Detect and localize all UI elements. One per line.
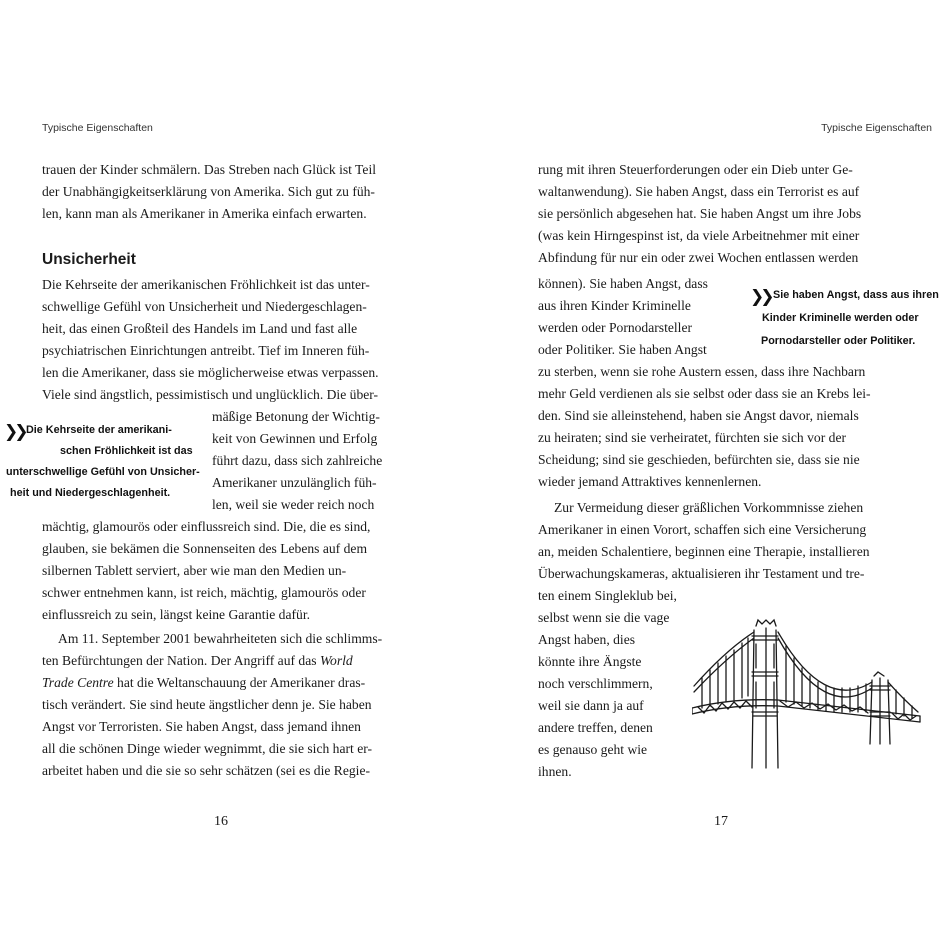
text-line: tisch verändert. Sie sind heute ängstlicher denn je. Sie haben — [42, 697, 372, 712]
pull-quote-line: Sie haben Angst, dass aus ihren — [773, 289, 939, 301]
text-line: Am 11. September 2001 bewahrheiteten sich die schlimms- — [58, 631, 383, 646]
text-line: Abfindung für nur ein oder zwei Wochen entlassen werden — [538, 250, 859, 265]
text-line: Überwachungskameras, aktualisieren ihr Testament und tre- — [538, 566, 865, 581]
text-line: noch verschlimmern, — [538, 676, 653, 691]
text-line: Zur Vermeidung dieser gräßlichen Vorkommnisse ziehen — [554, 500, 864, 515]
double-chevron-icon: ❯❯ — [4, 422, 25, 442]
text-line: selbst wenn sie die vage — [538, 610, 670, 625]
pull-quote-line: Kinder Kriminelle werden oder — [762, 312, 919, 324]
text-line: ten Befürchtungen der Nation. Der Angriff auf das World — [42, 653, 353, 668]
double-chevron-icon: ❯❯ — [750, 287, 771, 307]
text-line: werden oder Pornodarsteller — [538, 320, 693, 335]
pull-quote-line: heit und Niedergeschlagenheit. — [10, 487, 171, 499]
text-line: Trade Centre hat die Weltanschauung der Amerikaner dras- — [42, 675, 366, 690]
pull-quote-line: Pornodarsteller oder Politiker. — [761, 335, 916, 347]
text-line: zu heiraten; sind sie verheiratet, fürchten sie sich vor der — [538, 430, 847, 445]
pull-quote-line: schen Fröhlichkeit ist das — [60, 445, 193, 457]
running-head: Typische Eigenschaften — [821, 122, 932, 134]
text-line: weil sie dann ja auf — [538, 698, 644, 713]
text-line: können). Sie haben Angst, dass — [538, 276, 708, 291]
pull-quote-line: Die Kehrseite der amerikani- — [26, 424, 172, 436]
text-line: len, weil sie weder reich noch — [212, 497, 375, 512]
text-line: oder Politiker. Sie haben Angst — [538, 342, 707, 357]
text-line: mäßige Betonung der Wichtig- — [212, 409, 380, 424]
bridge-illustration — [692, 616, 922, 776]
text-line: schwer entnehmen kann, ist reich, mächtig, glamourös oder — [42, 585, 366, 600]
text-line: könnte ihre Ängste — [538, 654, 642, 669]
text-line: arbeitet haben und die sie so sehr schätzen (sei es die Regie- — [42, 763, 371, 778]
text-line: all die schönen Dinge wieder wegnimmt, die sie sich hart er- — [42, 741, 373, 756]
text-line: ten einem Singleklub bei, — [538, 588, 677, 603]
text-line: (was kein Hirngespinst ist, da viele Arbeitnehmer mit einer — [538, 228, 860, 243]
text-line: den. Sind sie alleinstehend, haben sie Angst davor, niemals — [538, 408, 859, 423]
text-line: rung mit ihren Steuerforderungen oder ein Dieb unter Ge- — [538, 162, 853, 177]
right-page — [472, 0, 944, 944]
text-line: waltanwendung). Sie haben Angst, dass ein Terrorist es auf — [538, 184, 860, 199]
text-line: der Unabhängigkeitserklärung von Amerika. Sich gut zu füh- — [42, 184, 375, 199]
text-line: schwellige Gefühl von Unsicherheit und Niedergeschlagen- — [42, 299, 367, 314]
text-line: keit von Gewinnen und Erfolg — [212, 431, 378, 446]
text-line: einflussreich zu sein, längst keine Garantie dafür. — [42, 607, 311, 622]
text-line: führt dazu, dass sich zahlreiche — [212, 453, 383, 468]
text-line: glauben, sie bekämen die Sonnenseiten des Lebens auf dem — [42, 541, 368, 556]
text-line: len die Amerikaner, dass sie möglicherweise etwas verpassen. — [42, 365, 379, 380]
text-line: silbernen Tablett serviert, aber wie man den Medien un- — [42, 563, 347, 578]
text-line: heit, das einen Großteil des Handels im Land und fast alle — [42, 321, 358, 336]
text-line: len, kann man als Amerikaner in Amerika einfach erwarten. — [42, 206, 367, 221]
text-line: Scheidung; sind sie geschieden, befürchten sie, dass sie nie — [538, 452, 860, 467]
section-heading: Unsicherheit — [42, 251, 136, 268]
text-line: es genauso geht wie — [538, 742, 648, 757]
text-line: Amerikaner unzulänglich füh- — [212, 475, 377, 490]
text-line: andere treffen, denen — [538, 720, 653, 735]
text-line: wieder jemand Attraktives kennenlernen. — [538, 474, 762, 489]
text-line: Viele sind ängstlich, pessimistisch und unglücklich. Die über- — [42, 387, 379, 402]
text-line: aus ihren Kinder Kriminelle — [538, 298, 691, 313]
text-line: an, meiden Schalentiere, beginnen eine Therapie, installieren — [538, 544, 870, 559]
text-line: trauen der Kinder schmälern. Das Streben nach Glück ist Teil — [42, 162, 377, 177]
text-line: Angst haben, dies — [538, 632, 636, 647]
text-line: sie persönlich abgesehen hat. Sie haben Angst um ihre Jobs — [538, 206, 862, 221]
text-line: mehr Geld verdienen als sie selbst oder dass sie an Krebs lei- — [538, 386, 871, 401]
running-head: Typische Eigenschaften — [42, 122, 153, 134]
text-line: Die Kehrseite der amerikanischen Fröhlichkeit ist das unter- — [42, 277, 370, 292]
pull-quote-line: unterschwellige Gefühl von Unsicher- — [6, 466, 200, 478]
page-number: 17 — [714, 814, 728, 829]
text-line: Amerikaner in einen Vorort, schaffen sich eine Versicherung — [538, 522, 867, 537]
text-line: zu sterben, wenn sie rohe Austern essen, dass ihre Nachbarn — [538, 364, 866, 379]
text-line: psychiatrischen Einrichtungen antreibt. Tief im Inneren füh- — [42, 343, 370, 358]
page-number: 16 — [214, 814, 228, 829]
text-line: mächtig, glamourös oder einflussreich sind. Die, die es sind, — [42, 519, 371, 534]
text-line: Angst vor Terroristen. Sie haben Angst, dass jemand ihnen — [42, 719, 361, 734]
text-line: ihnen. — [538, 764, 572, 779]
